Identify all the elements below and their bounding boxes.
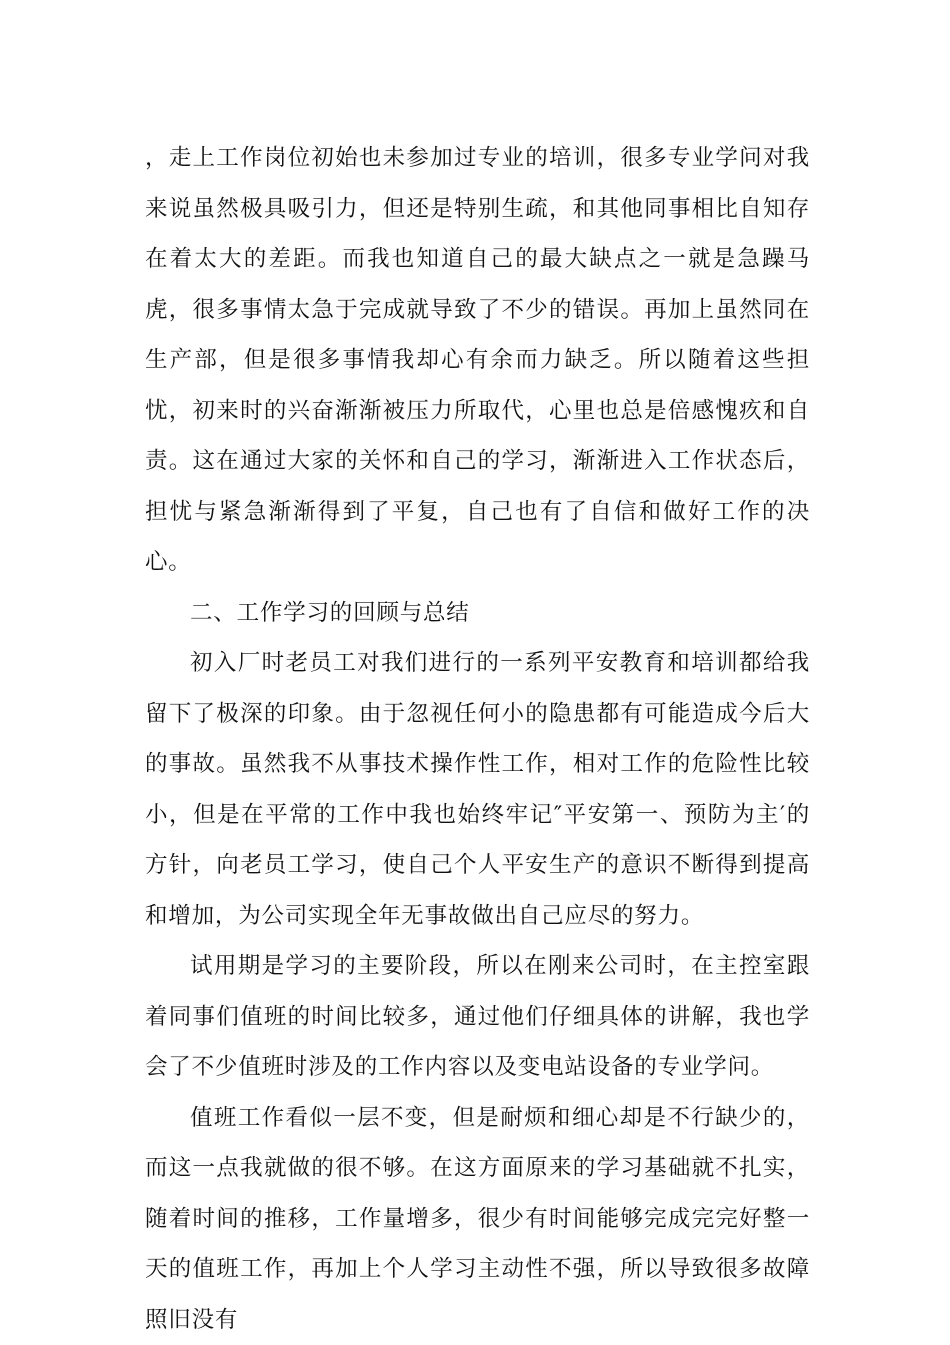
paragraph-continuation: ，走上工作岗位初始也未参加过专业的培训，很多专业学问对我来说虽然极具吸引力，但还是特别生疏，和其他同事相比自知存在着太大的差距。而我也知道自己的最大缺点之一就是急躁马虎，很多事情太急于完成就导致了不少的错误。再加上虽然同在生产部，但是很多事情我却心有余而力缺乏。所以随着这些担忧，初来时的兴奋渐渐被压力所取代，心里也总是倍感愧疚和自责。这在通过大家的关怀和自己的学习，渐渐进入工作状态后，担忧与紧急渐渐得到了平复，自己也有了自信和做好工作的决心。 (145, 133, 810, 588)
paragraph-probation-study: 试用期是学习的主要阶段，所以在刚来公司时，在主控室跟着同事们值班的时间比较多，通过他们仔细具体的讲解，我也学会了不少值班时涉及的工作内容以及变电站设备的专业学问。 (145, 941, 810, 1093)
section-heading: 二、工作学习的回顾与总结 (145, 588, 810, 639)
paragraph-duty-work: 值班工作看似一层不变，但是耐烦和细心却是不行缺少的，而这一点我就做的很不够。在这方面原来的学习基础就不扎实，随着时间的推移，工作量增多，很少有时间能够完成完完好整一天的值班工作，再加上个人学习主动性不强，所以导致很多故障照旧没有 (145, 1093, 810, 1345)
paragraph-safety-training: 初入厂时老员工对我们进行的一系列平安教育和培训都给我留下了极深的印象。由于忽视任何小的隐患都有可能造成今后大的事故。虽然我不从事技术操作性工作，相对工作的危险性比较小，但是在平常的工作中我也始终牢记″平安第一、预防为主′的方针，向老员工学习，使自己个人平安生产的意识不断得到提高和增加，为公司实现全年无事故做出自己应尽的努力。 (145, 638, 810, 941)
